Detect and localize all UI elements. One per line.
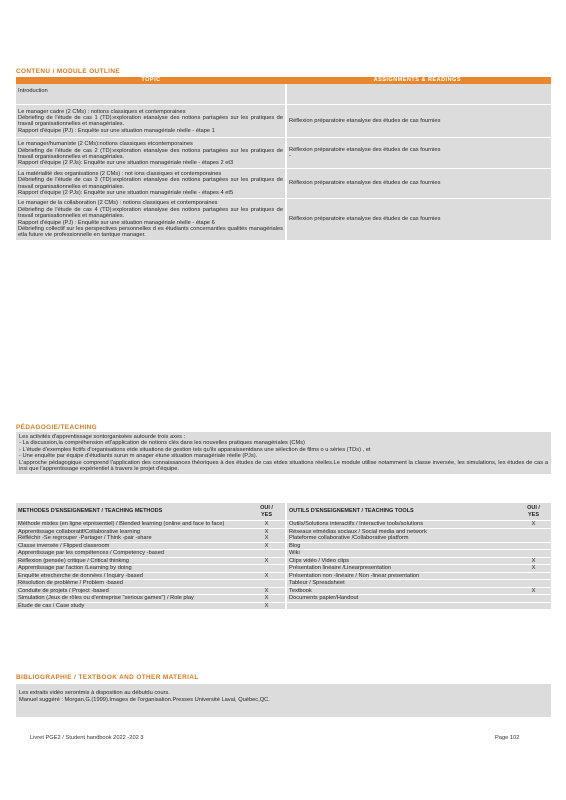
tool-cell: Wiki bbox=[286, 550, 516, 558]
tool-yes-cell: X bbox=[516, 557, 551, 565]
tool-cell: Présentation non -linéaire / Non -linear presentation bbox=[286, 572, 516, 580]
table-row bbox=[16, 550, 551, 558]
table-row bbox=[16, 138, 551, 169]
table-row bbox=[16, 587, 551, 595]
tool-cell: Documents papier/Handout bbox=[286, 595, 516, 603]
method-cell: Conduite de projets / Project -based bbox=[16, 587, 248, 595]
table-row bbox=[16, 572, 551, 580]
module-outline-table bbox=[16, 77, 551, 241]
tool-yes-cell bbox=[516, 542, 551, 550]
tool-cell: Présentation linéaire /Linearpresentation bbox=[286, 565, 516, 573]
tool-yes-cell: X bbox=[516, 587, 551, 595]
table-row bbox=[16, 528, 551, 542]
topic-header: TOPIC bbox=[16, 77, 286, 84]
table-row bbox=[16, 580, 551, 588]
table-row bbox=[16, 104, 551, 138]
method-yes-cell: X bbox=[248, 572, 286, 580]
bibliography-line: Les extraits vidéo serontmis à disposition au débutdu cours. bbox=[19, 690, 170, 696]
method-cell: Méthode mixtes (en ligne etprésentiel) / Blended learning (online and face to face) bbox=[16, 521, 248, 529]
method-cell: Enquête etrecherche de données / Inquiry -based bbox=[16, 572, 248, 580]
tool-yes-cell: X bbox=[516, 521, 551, 529]
assignment-cell: Réflexion préparatoire etanalyse des études de cas fournies - bbox=[286, 138, 551, 169]
method-yes-cell: X bbox=[248, 602, 286, 610]
footer-handbook-label: Livret PGE2 / Student handbook 2022 -202 3 bbox=[30, 735, 144, 741]
bibliography-body bbox=[16, 684, 551, 717]
pedagogy-body bbox=[16, 432, 551, 474]
method-cell: Simulation (Jeux de rôles ou d'entreprise "serious games") / Role play bbox=[16, 595, 248, 603]
method-cell: Apprentissage par les compétences / Competency -based bbox=[16, 550, 248, 558]
tool-cell: Textbook bbox=[286, 587, 516, 595]
pedagogy-line: Les activités d'apprentissage sontorganisées autourde trois axes : bbox=[19, 434, 186, 440]
tools-yes-header: OUI / YES bbox=[516, 503, 551, 521]
tool-yes-cell bbox=[516, 550, 551, 558]
methods-header-row bbox=[16, 503, 551, 521]
table-row bbox=[16, 84, 551, 104]
topic-cell: Le manager cadre (2 CMs) : notions classiques et contemporaines Débriefing de l'étude de cas 1 (TD):exploration etanalyse des notions partagées sur les pratiques de travail organisationnelles et managériales. Rapport d'équipe (PJ) : Enquête sur une situation managériale réelle - étape 1 bbox=[16, 104, 286, 138]
tool-cell: Clips vidéo / Video clips bbox=[286, 557, 516, 565]
table-row bbox=[16, 542, 551, 550]
bibliography-line: Manuel suggéré : Morgan,G.(1999).Images de l'organisation.Presses Université Laval, Québec,QC. bbox=[19, 697, 270, 703]
table-row bbox=[16, 557, 551, 565]
tool-cell: Tableur / Spreadsheet bbox=[286, 580, 516, 588]
tool-cell: Outils/Solutions interactifs / Interactive tools/solutions bbox=[286, 521, 516, 529]
topic-cell: La matérialité des organisations (2 CMs) : not ions classiques et contemporaines Débriefing de l'étude de cas 3 (TD):exploration etanalyse des notions partagées sur les pratiques de travail organisationnelles et managériales. Rapport d'équipe (2 PJs): Enquête sur une situation managériale réelle - étapes 4 et5 bbox=[16, 169, 286, 199]
method-cell: Étude de cas / Case study bbox=[16, 602, 248, 610]
tool-yes-cell bbox=[516, 580, 551, 588]
tool-yes-cell bbox=[516, 602, 551, 610]
method-cell: Réflexion (pensée) critique / Critical thinking bbox=[16, 557, 248, 565]
table-row bbox=[16, 198, 551, 240]
tool-cell: Réseaux etmédias sociaux / Social media and network Plateforme collaborative /Collaborative platform bbox=[286, 528, 516, 542]
method-cell: Apprentissage par l'action /Learning by doing bbox=[16, 565, 248, 573]
pedagogy-line: - Une enquête par équipe d'étudiants surun m anager etune situation managériale réelle (PJs). bbox=[19, 453, 258, 460]
table-row bbox=[16, 602, 551, 610]
table-row bbox=[16, 565, 551, 573]
topic-cell: Introduction bbox=[16, 84, 286, 104]
method-yes-cell bbox=[248, 580, 286, 588]
method-yes-cell: X bbox=[248, 557, 286, 565]
method-yes-cell bbox=[248, 550, 286, 558]
tool-yes-cell bbox=[516, 572, 551, 580]
tool-cell: Blog bbox=[286, 542, 516, 550]
method-cell: Résolution de problème / Problem -based bbox=[16, 580, 248, 588]
method-yes-cell: X bbox=[248, 542, 286, 550]
method-yes-cell: X X bbox=[248, 528, 286, 542]
method-yes-cell bbox=[248, 565, 286, 573]
tool-cell bbox=[286, 602, 516, 610]
topic-cell: Le manager/humaniste (2 CMs):notions classiques etcontemporaines Débriefing de l'étude de cas 2 (TD):exploration etanalyse des notions partagées sur les pratiques de travail organisationnelles et managériales. Rapport d'équipe (2 PJs): Enquête sur une situation managériale réelle - étapes 2 et3 bbox=[16, 138, 286, 169]
table-row bbox=[16, 169, 551, 199]
teaching-methods-table bbox=[16, 503, 551, 610]
table-row bbox=[16, 521, 551, 529]
pedagogy-line: L'approche pédagogique comprend l'application des connaissances théoriques à des études de cas etdes situations réelles.Le module utilise notamment la classe inversée, les simulations, les études de cas a insi que l'apprentissage expérientiel à travers le projet d'équipe. bbox=[19, 459, 548, 473]
module-outline-title: CONTENU / MODULE OUTLINE bbox=[16, 68, 121, 75]
methods-yes-header: OUI / YES bbox=[248, 503, 286, 521]
method-yes-cell: X bbox=[248, 521, 286, 529]
method-yes-cell: X bbox=[248, 595, 286, 603]
topic-cell: Le manager de la collaboration (2 CMs) : notions classiques et contemporaines Débriefing de l'étude de cas 4 (TD):exploration etanalyse des notions partagées sur les pratiques de travail organisationnelles et managériales. Rapport d'équipe (PJ) : Enquête sur une situation managériale réelle - étape 6 Débriefing collectif sur les perspectives personnelles d es étudiants concernantles qualités managériales etla future vie professionnelle en tantque manager. bbox=[16, 198, 286, 240]
assignments-header: ASSIGNMENTS & READINGS bbox=[286, 77, 551, 84]
methods-header: METHODES D'ENSEIGNEMENT / TEACHING METHODS bbox=[16, 503, 248, 521]
tool-yes-cell: X bbox=[516, 565, 551, 573]
assignment-cell: Réflexion préparatoire etanalyse des études de cas fournies bbox=[286, 198, 551, 240]
pedagogy-line: - L'étude d'exemples fictifs d'organisations etde situations de gestion tels qu'ils apparaissentdans une sélection de films o u séries (TDs) , et bbox=[19, 446, 371, 453]
method-cell: Classe inversée / Flipped classroom bbox=[16, 542, 248, 550]
table-row bbox=[16, 595, 551, 603]
pedagogy-line: - La discussion,la compréhension etl'application de notions clés dans les nouvelles pratiques managériales (CMs) bbox=[19, 440, 305, 447]
assignment-cell bbox=[286, 84, 551, 104]
pedagogy-title: PÉDAGOGIE/TEACHING bbox=[16, 424, 98, 431]
method-cell: Apprentissage collaboratif/Collaborative learning Réfléchir -Se regrouper -Partager / Think -pair -share bbox=[16, 528, 248, 542]
bibliography-title: BIBLIOGRAPHIE / TEXTBOOK AND OTHER MATERIAL bbox=[16, 674, 199, 681]
tools-header: OUTILS D'ENSEIGNEMENT / TEACHING TOOLS bbox=[286, 503, 516, 521]
method-yes-cell: X bbox=[248, 587, 286, 595]
page-number: Page 102 bbox=[495, 735, 520, 741]
tool-yes-cell bbox=[516, 595, 551, 603]
assignment-cell: Réflexion préparatoire etanalyse des études de cas fournies bbox=[286, 169, 551, 199]
assignment-cell: Réflexion préparatoire etanalyse des études de cas fournies bbox=[286, 104, 551, 138]
tool-yes-cell bbox=[516, 528, 551, 542]
